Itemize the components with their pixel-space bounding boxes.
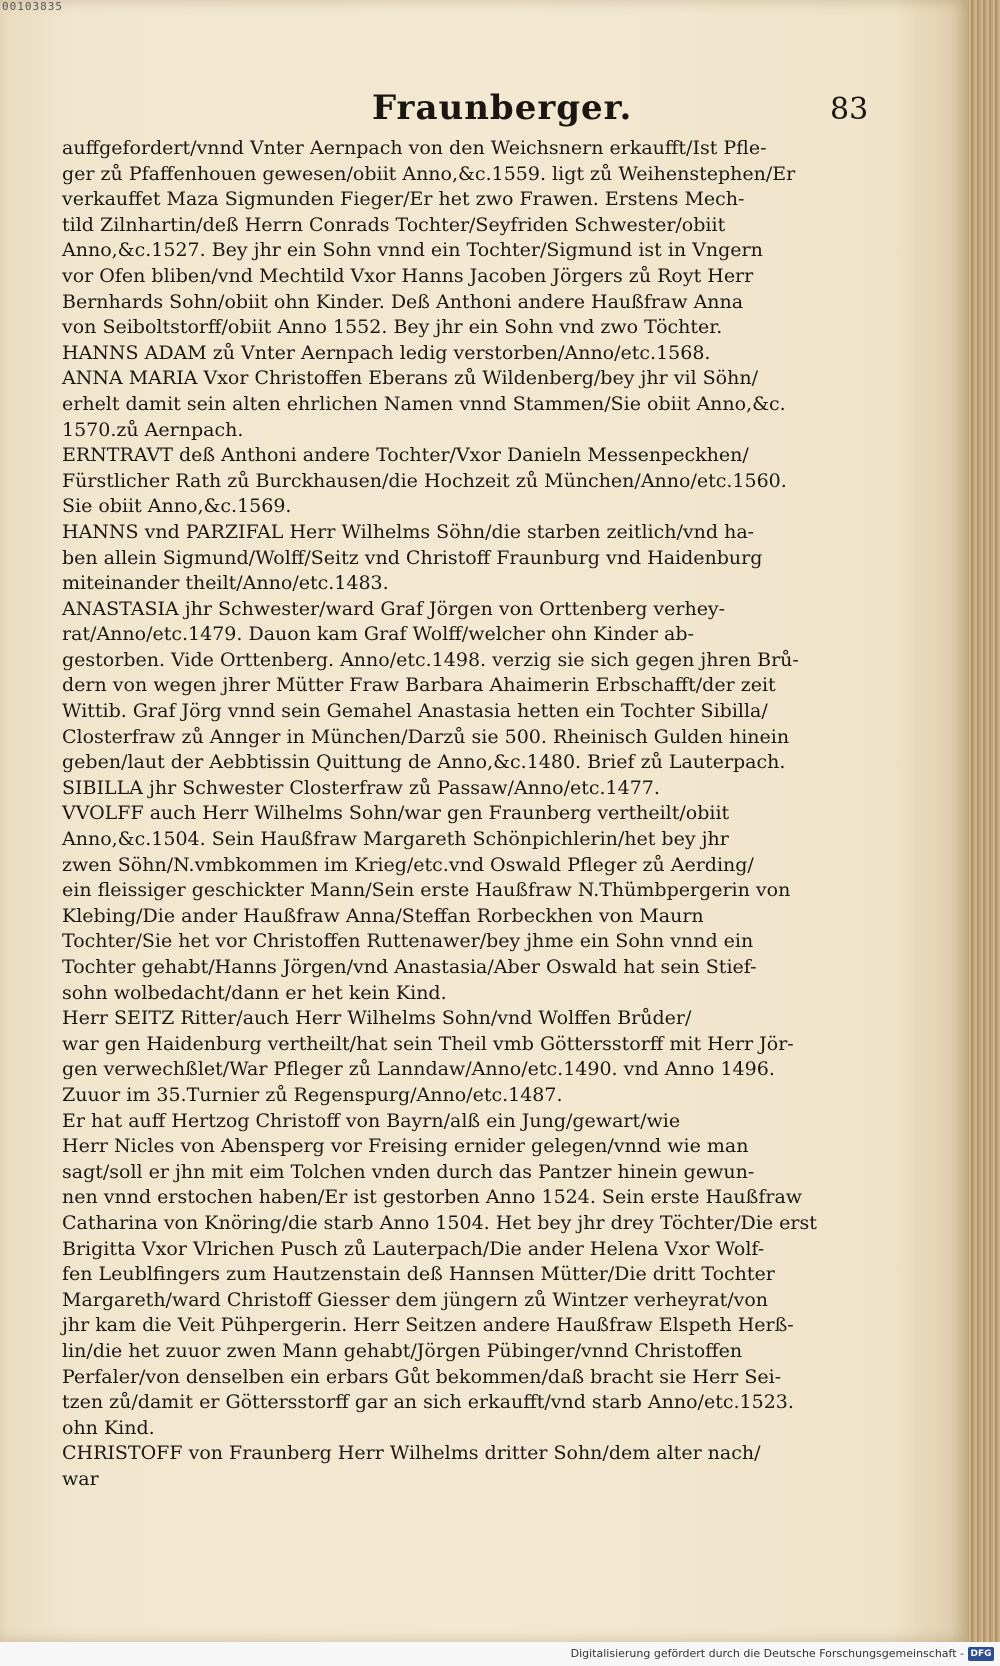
text-line: ben allein Sigmund/Wolff/Seitz vnd Christoff Fraunburg vnd Haidenburg (62, 546, 763, 569)
text-line: auffgefordert/vnnd Vnter Aernpach von den Weichsnern erkaufft/Ist Pfle- (62, 137, 767, 159)
text-line: Er hat auff Hertzog Christoff von Bayrn/alß ein Jung/gewart/wie (62, 1109, 681, 1132)
text-line: sagt/soll er jhn mit eim Tolchen vnden durch das Pantzer hinein gewun- (62, 1160, 755, 1183)
text-line: Tochter/Sie het vor Christoffen Ruttenawer/bey jhme ein Sohn vnnd ein (62, 930, 754, 953)
text-line: sohn wolbedacht/dann er het kein Kind. (62, 981, 447, 1004)
text-line: miteinander theilt/Anno/etc.1483. (62, 572, 389, 595)
text-line: zwen Söhn/N.vmbkommen im Krieg/etc.vnd Oswald Pfleger zů Aerding/ (62, 853, 754, 876)
text-line: Tochter gehabt/Hanns Jörgen/vnd Anastasia/Aber Oswald hat sein Stief- (62, 956, 757, 978)
text-line: gestorben. Vide Orttenberg. Anno/etc.1498. verzig sie sich gegen jhren Brů- (62, 648, 799, 671)
text-line: Bernhards Sohn/obiit ohn Kinder. Deß Anthoni andere Haußfraw Anna (62, 290, 744, 313)
body-text (62, 136, 866, 1492)
text-line: war (62, 1467, 99, 1490)
text-line: Anno,&c.1504. Sein Haußfraw Margareth Schönpichlerin/het bey jhr (62, 828, 729, 851)
text-line: Klebing/Die ander Haußfraw Anna/Steffan Rorbeckhen von Maurn (62, 904, 704, 927)
text-line: lin/die het zuuor zwen Mann gehabt/Jörgen Pübinger/vnnd Christoffen (62, 1339, 743, 1362)
text-line: von Seiboltstorff/obiit Anno 1552. Bey jhr ein Sohn vnd zwo Töchter. (62, 316, 723, 339)
text-line: Herr Nicles von Abensperg vor Freising ernider gelegen/vnnd wie man (62, 1135, 749, 1158)
text-line: Perfaler/von denselben ein erbars Gůt bekommen/daß bracht sie Herr Sei- (62, 1365, 782, 1388)
text-line: ANASTASIA jhr Schwester/ward Graf Jörgen von Orttenberg verhey- (62, 597, 726, 620)
text-line: Closterfraw zů Annger in München/Darzů sie 500. Rheinisch Gulden hinein (62, 725, 790, 748)
text-line: jhr kam die Veit Pühpergerin. Herr Seitzen andere Haußfraw Elspeth Herß- (62, 1314, 794, 1337)
text-line: ANNA MARIA Vxor Christoffen Eberans zů Wildenberg/bey jhr vil Söhn/ (62, 367, 758, 390)
text-line: ohn Kind. (62, 1416, 155, 1439)
text-line: verkauffet Maza Sigmunden Fieger/Er het zwo Frawen. Erstens Mech- (62, 188, 745, 211)
text-line: Sie obiit Anno,&c.1569. (62, 495, 292, 518)
page-number: 83 (830, 92, 869, 127)
text-line: VVOLFF auch Herr Wilhelms Sohn/war gen Fraunberg vertheilt/obiit (62, 802, 730, 825)
text-line: Catharina von Knöring/die starb Anno 1504. Het bey jhr drey Töchter/Die erst (62, 1211, 817, 1234)
footer-credit: Digitalisierung gefördert durch die Deutsche Forschungsgemeinschaft - (570, 1647, 964, 1660)
text-line: 1570.zů Aernpach. (62, 418, 244, 441)
dfg-logo-icon: DFG (968, 1647, 994, 1661)
text-line: dern von wegen jhrer Mütter Fraw Barbara Ahaimerin Erbschafft/der zeit (62, 674, 776, 697)
text-line: Anno,&c.1527. Bey jhr ein Sohn vnnd ein Tochter/Sigmund ist in Vngern (62, 239, 763, 262)
text-line: Brigitta Vxor Vlrichen Pusch zů Lauterpach/Die ander Helena Vxor Wolf- (62, 1237, 765, 1260)
text-line: fen Leublfingers zum Hautzenstain deß Hannsen Mütter/Die dritt Tochter (62, 1263, 775, 1286)
text-line: ein fleissiger geschickter Mann/Sein erste Haußfraw N.Thümbpergerin von (62, 879, 791, 902)
text-line: vor Ofen bliben/vnd Mechtild Vxor Hanns Jacoben Jörgers zů Royt Herr (62, 264, 754, 287)
text-line: gen verwechßlet/War Pfleger zů Lanndaw/Anno/etc.1490. vnd Anno 1496. (62, 1058, 775, 1081)
text-line: geben/laut der Aebbtissin Quittung de Anno,&c.1480. Brief zů Lauterpach. (62, 751, 786, 774)
text-line: CHRISTOFF von Fraunberg Herr Wilhelms dritter Sohn/dem alter nach/ (62, 1442, 761, 1465)
text-line: Zuuor im 35.Turnier zů Regenspurg/Anno/etc.1487. (62, 1083, 563, 1106)
text-line: rat/Anno/etc.1479. Dauon kam Graf Wolff/welcher ohn Kinder ab- (62, 623, 694, 646)
text-line: ger zů Pfaffenhouen gewesen/obiit Anno,&c.1559. ligt zů Weihenstephen/Er (62, 162, 796, 185)
text-line: war gen Haidenburg vertheilt/hat sein Theil vmb Göttersstorff mit Herr Jör- (62, 1032, 794, 1055)
text-line: Wittib. Graf Jörg vnnd sein Gemahel Anastasia hetten ein Tochter Sibilla/ (62, 700, 768, 723)
shelfmark: 00103835 (2, 0, 63, 13)
text-line: Margareth/ward Christoff Giesser dem jüngern zů Wintzer verheyrat/von (62, 1288, 769, 1311)
text-line: nen vnnd erstochen haben/Er ist gestorben Anno 1524. Sein erste Haußfraw (62, 1186, 803, 1209)
page-edges (968, 0, 1000, 1642)
text-line: erhelt damit sein alten ehrlichen Namen vnnd Stammen/Sie obiit Anno,&c. (62, 392, 786, 415)
text-line: SIBILLA jhr Schwester Closterfraw zů Passaw/Anno/etc.1477. (62, 776, 660, 799)
text-line: tild Zilnhartin/deß Herrn Conrads Tochter/Seyfriden Schwester/obiit (62, 213, 726, 236)
text-line: Herr SEITZ Ritter/auch Herr Wilhelms Sohn/vnd Wolffen Brůder/ (62, 1007, 692, 1030)
text-line: tzen zů/damit er Göttersstorff gar an sich erkaufft/vnd starb Anno/etc.1523. (62, 1391, 794, 1414)
footer-bar (0, 1642, 1000, 1666)
running-head: Fraunberger. (372, 88, 633, 128)
text-line: Fürstlicher Rath zů Burckhausen/die Hochzeit zů München/Anno/etc.1560. (62, 469, 787, 492)
text-line: ERNTRAVT deß Anthoni andere Tochter/Vxor Danieln Messenpeckhen/ (62, 444, 749, 467)
text-line: HANNS ADAM zů Vnter Aernpach ledig verstorben/Anno/etc.1568. (62, 341, 711, 364)
text-line: HANNS vnd PARZIFAL Herr Wilhelms Söhn/die starben zeitlich/vnd ha- (62, 520, 755, 543)
